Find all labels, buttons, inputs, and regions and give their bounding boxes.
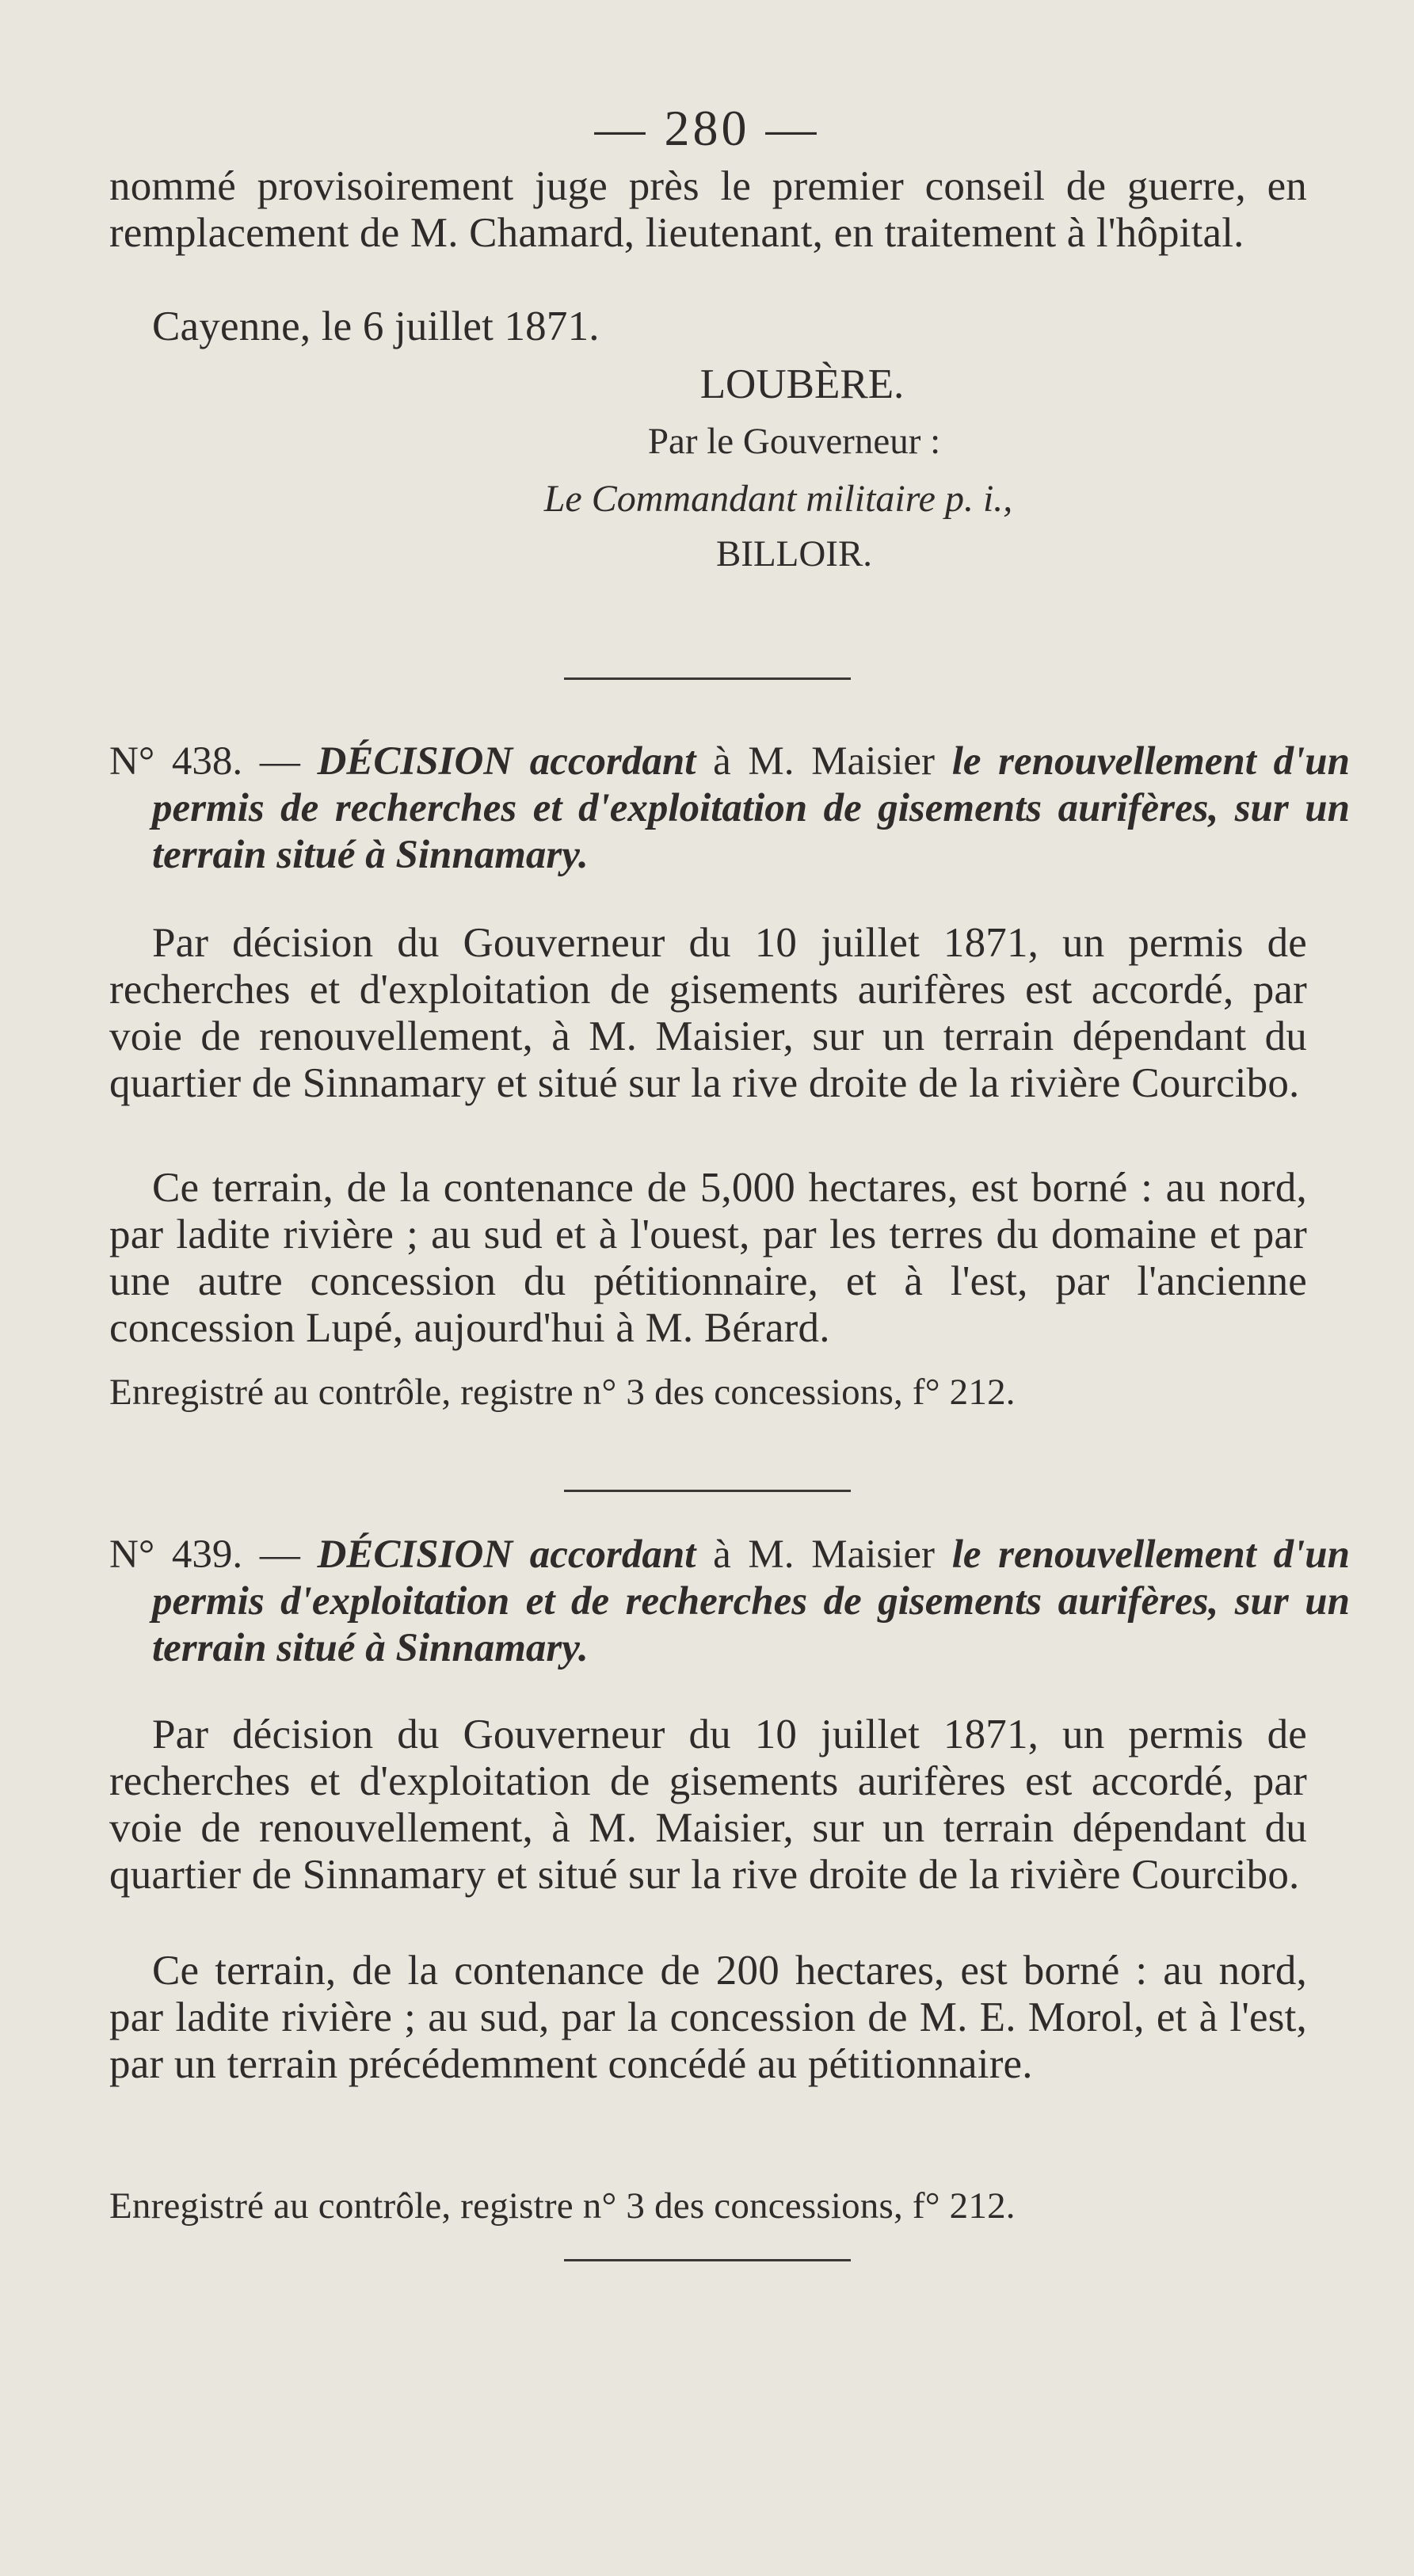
intro-paragraph: nommé provisoirement juge près le premier conseil de guerre, en remplacement de M. Chamard, lieutenant, en traitement à l'hôpital. (109, 163, 1307, 256)
decision-subject: le renouvellement d'un permis d'exploitation et de recherches de gisements aurifères, sur un terrain situé à Sinnamary. (152, 1532, 1351, 1670)
place-date: Cayenne, le 6 juillet 1871. (152, 303, 600, 349)
decision-label: DÉCISION accordant (317, 739, 696, 784)
divider-rule (564, 677, 851, 680)
commander-name: BILLOIR. (715, 533, 873, 574)
by-line: Par le Gouverneur : (647, 421, 941, 462)
commander-title: Le Commandant militaire p. i., (543, 478, 1013, 520)
decision-paragraph: Par décision du Gouverneur du 10 juillet 1871, un permis de recherches et d'exploitation de gisements aurifères est accordé, par voie de renouvellement, à M. Maisier, sur un terrain dépendant du quartier de Sinnamary et situé sur la rive droite de la rivière Courcibo. (109, 920, 1307, 1106)
decision-paragraph: Ce terrain, de la contenance de 5,000 hectares, est borné : au nord, par ladite rivière ; au sud et à l'ouest, par les terres du domaine et par une autre concession du pétitionnaire, et à l'est, par l'ancienne concession Lupé, aujourd'hui à M. Bérard. (109, 1165, 1307, 1351)
decision-heading (109, 1532, 1350, 1672)
decision-number: N° 438. — (109, 739, 300, 784)
registry-note: Enregistré au contrôle, registre n° 3 des concessions, f° 212. (109, 2185, 1016, 2227)
divider-rule (564, 1490, 851, 1492)
decision-paragraph: Par décision du Gouverneur du 10 juillet 1871, un permis de recherches et d'exploitation de gisements aurifères est accordé, par voie de renouvellement, à M. Maisier, sur un terrain dépendant du quartier de Sinnamary et situé sur la rive droite de la rivière Courcibo. (109, 1712, 1307, 1898)
decision-paragraph: Ce terrain, de la contenance de 200 hectares, est borné : au nord, par ladite rivière ; au sud, par la concession de M. E. Morol, et à l'est, par un terrain précédemment concédé au pétitionnaire. (109, 1948, 1307, 2087)
decision-recipient: à M. Maisier (713, 1532, 935, 1577)
decision-heading (109, 738, 1350, 879)
divider-rule (564, 2259, 851, 2261)
signatory: LOUBÈRE. (699, 361, 905, 407)
decision-number: N° 439. — (109, 1532, 300, 1577)
registry-note: Enregistré au contrôle, registre n° 3 des concessions, f° 212. (109, 1372, 1016, 1413)
decision-subject: le renouvellement d'un permis de recherches et d'exploitation de gisements aurifères, sur un terrain situé à Sinnamary. (152, 739, 1351, 877)
page-number: — 280 — (594, 100, 820, 156)
decision-label: DÉCISION accordant (317, 1532, 696, 1577)
decision-recipient: à M. Maisier (713, 739, 935, 784)
